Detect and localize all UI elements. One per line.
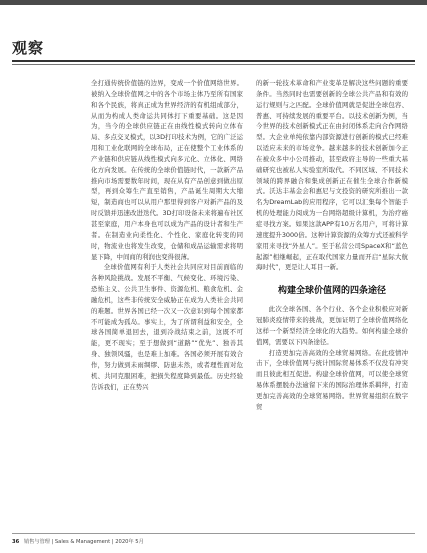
footer-rule [12,533,415,534]
top-bar [0,0,427,5]
page-footer [12,538,144,545]
left-paragraph-1: 全打通传统价值链的边界，变成一个价值网络世界。被纳入全球价值网之中的各个市场主体乃至所有国家和各个民族，将真正成为世界经济的有机组成部分，从而为构成人类命运共同体打下重要基础。这是因为，当今的全球供应链正在由线性模式转向立体布局、多点交叉模式，以3D打印技术为例，它的广泛运用和工业化联网的全球布局，正在使整个工业体系的产业链和供应链从线性模式向多元化、立体化、网络化方向发展。在传统的全球价值链时代，一款新产品推向市场需要数年时间，现在从有产品创意到做出原型，再到众筹生产直至销售，产品诞生周期大大缩短，制造商也可以从用户那里得到客户对新产品的及时反馈并迅速改进迭代。3D打印设备未来将遍布社区甚至家庭，用户本身也可以成为产品的设计者和生产者。在制造业向柔性化、个性化、家庭化转变的同时，物流业也将发生改变，仓储和成品运输需求将明显下降，中间商的利润也变得很薄。 [91,79,243,261]
right-paragraph-3: 打造更加完善高效的全球贸易网络。在此疫情冲击下，全球价值网与统计国际贸易体系不仅没有冲突而且彼此相互促进。构建全球价值网，可以使全球贸易体系摆脱办法逾留下来的国际治理体系羁绊，打造更加完善高效的全球贸易网络。世界贸易组织在数字贸 [256,348,408,411]
left-paragraph-2: 全球价值网有利于人类社会共同应对目前面临的各种风险挑战。发展不平衡、气候变化、环境污染、恐怖主义、公共卫生事件、资源危机、粮食危机、金融危机，这些非传统安全威胁正在成为人类社会共同的难题。世界各国已经一次又一次意识到每个国家都不可能成为孤岛。事实上，为了所谓利益和安全，全球各国简单退回去，退到冷战结束之前，这既不可能，更不现实；至于想做到“道路”“优先”、独善其身、独领风骚，也是难上加难。各国必须开展有效合作，努力做到未雨绸缪、防患未然，或者理性面对危机、共同克服困难，把损失程度降到最低。历史经验告诉我们，正在势兴 [91,263,243,391]
right-paragraph-1: 的新一轮技术革命和产业变革是解决这些问题的重要条件。当然同时也需要创新的全球公共产品和有效的运行规则与之匹配。全球价值网就是促进全球包容、普惠、可持续发展的重要平台。以技术创新为例，当今世界的技术创新模式正在由封闭体系走向合作网络型。大企业单纯依靠内部资源进行创新的模式已经难以适应未来的市场竞争。越来越多的技术创新加今正在被众多中小公司推动，甚至政府主导的一些重大基础研究也被私人实验室所取代。不同区域、不同技术领域的跨界融合和集成创新正在催生全球合作新模式。沃达丰基金会和惠尼与文投资的研究所推出一款名为DreamLab的应用程序，它可以汇集每个智能手机的处理能力阅成为一台网络超级计算机，为治疗癌症寻找方案。如果这款APP有10万名用户，可将计算速度提升3000倍。这种计算资源的众筹方式还被科学家用来寻找“外星人”。至于私营公司SpaceX和“蓝色起源”相继崛起，正在取代国家力量而开启“星际大航海时代”，更是让人耳目一新。 [256,79,408,272]
left-column [91,78,243,392]
section-subheading: 构建全球价值网的四条途径 [277,286,386,297]
title-rule-thin [12,64,415,65]
section-title: 观察 [12,39,45,57]
right-paragraph-2: 此次全球各国、各个行业、各个企业积极应对新冠肺炎疫情带来的挑战，更加证明了全球价值网络化这样一个新型经济全球化的大趋势。如何构建全球价值网，需要以下四条途径。 [256,305,408,346]
title-rule-thick [12,60,415,62]
publication-info: 销售与管理 | Sales & Management | 2020年 5月 [23,539,144,545]
page-number: 36 [12,539,20,545]
right-column [256,78,408,413]
